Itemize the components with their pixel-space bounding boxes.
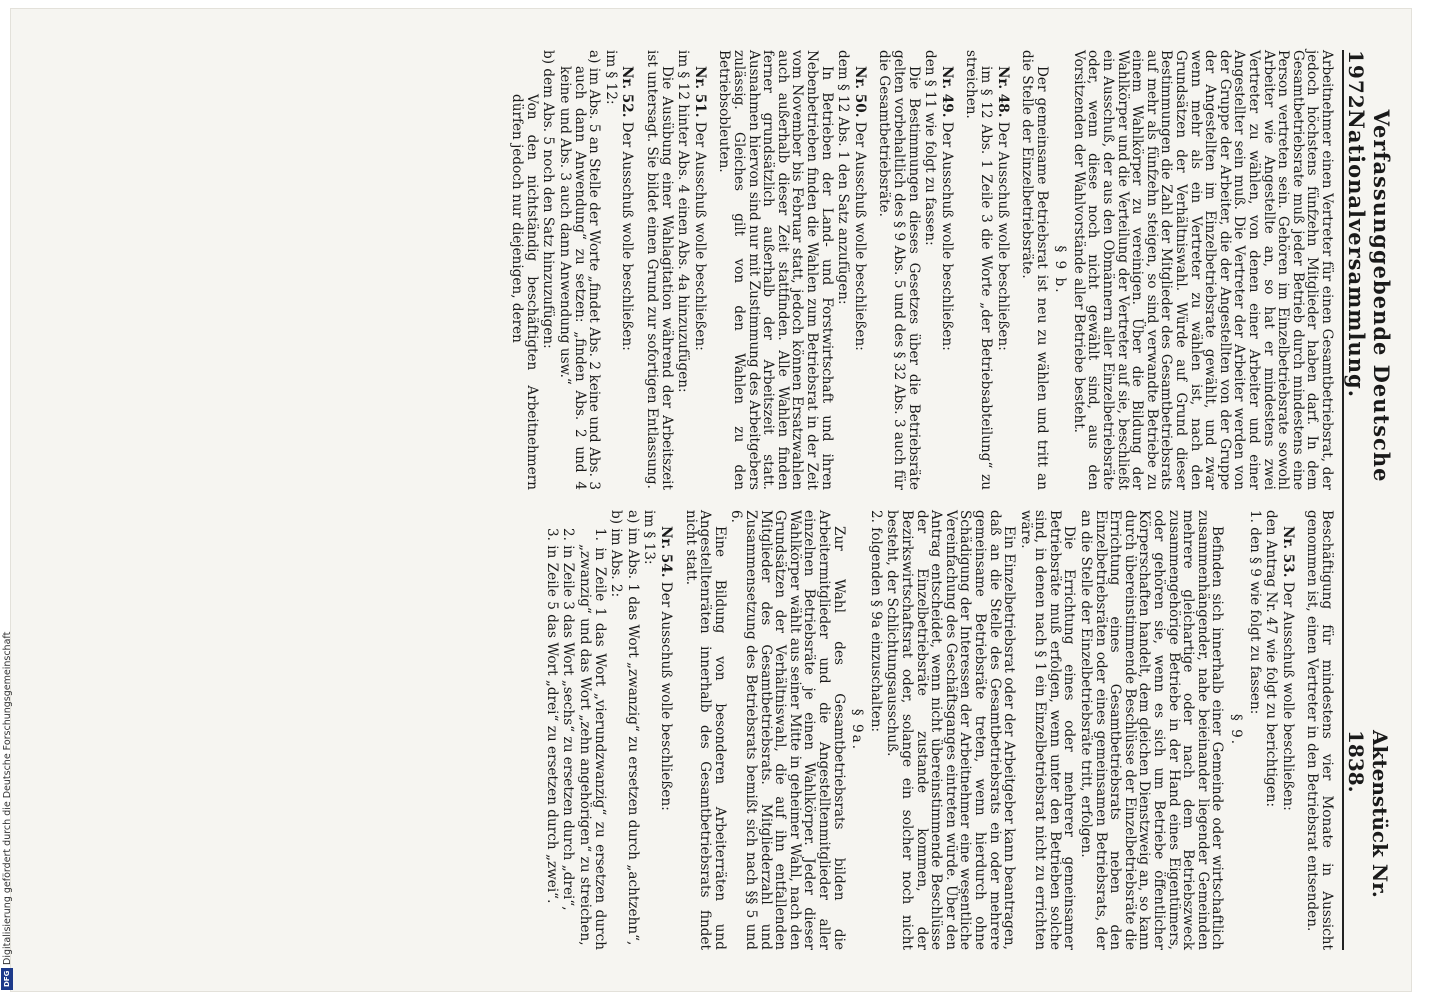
section-heading: § 9 b.: [1052, 245, 1069, 295]
motion-number: Nr. 51.: [691, 66, 708, 118]
left-text-column: [508, 50, 1334, 490]
spacer: [1010, 50, 1018, 490]
paragraph: Von den nichtständig beschäftigten Arbeitnehmern dürfen jedoch nur diejenigen, deren: [509, 94, 540, 490]
paragraph: In Betrieben der Land- und Forstwirtschaft und ihren Nebenbetrieben finden die Wahlen zum Betriebsrat in der Zeit vom November bis Februar statt, jedoch können Ersatzwahlen auch außerhalb dieser Zeit stattfinden. Alle Wahlen finden ferner grundsätzlich außerhalb der Arbeitszeit statt. Ausnahmen hiervon sind nur mit Zustimmung des Arbeitgebers zulässig. Gleiches gilt von den Wahlen zu den Betriebsobleuten.: [716, 50, 835, 490]
paragraph: Die Bestimmungen dieses Gesetzes über die Betriebsräte gelten vorbehaltlich des § 9 Abs. 5 und des § 32 Abs. 3 auch für die Gesamtbetriebsräte.: [876, 50, 922, 490]
motion-number: Nr. 50.: [851, 66, 868, 118]
motion-text: Der Ausschuß wolle beschließen:: [619, 117, 636, 351]
motion-number: Nr. 52.: [619, 66, 636, 118]
paragraph: 2. in Zeile 3 das Wort „sechs“ zu ersetzen durch „drei“,: [560, 528, 577, 911]
spacer: [707, 50, 715, 490]
page-header: [1342, 50, 1394, 950]
spacer: [867, 50, 875, 490]
motion-paragraph: [692, 50, 707, 490]
paragraph: b) dem Abs. 5 noch den Satz hinzuzufügen:: [540, 50, 557, 349]
section-heading: § 9.: [1228, 713, 1245, 747]
dfg-logo: DFG: [1, 968, 13, 990]
paragraph: den § 11 wie folgt zu fassen:: [922, 50, 939, 246]
paragraph: Die Ausübung einer Wahlagitation während der Arbeitszeit ist untersagt. Sie bildet einen Grund zur sofortigen Entlassung.: [644, 50, 675, 490]
paragraph: dem § 12 Abs. 1 den Satz anzufügen:: [835, 50, 852, 305]
motion-number: Nr. 54.: [658, 526, 675, 578]
paragraph: den Antrag Nr. 47 wie folgt zu berichtigen:: [1263, 510, 1280, 808]
motion-paragraph: [995, 50, 1010, 490]
paragraph: 1. in Zeile 1 das Wort „vierundzwanzig“ zu ersetzen durch „zwanzig“ und das Wort „zehn angehörigen“ zu streichen,: [577, 528, 608, 950]
page-number: 1972: [1344, 50, 1368, 110]
motion-number: Nr. 48.: [994, 66, 1011, 118]
motion-text: Der Ausschuß wolle beschließen:: [1279, 577, 1296, 811]
spacer: [634, 50, 642, 490]
paragraph: Eine Bildung von besonderen Arbeiterräten und Angestelltenräten innerhalb des Gesamtbetriebsrats findet nicht statt.: [682, 510, 728, 950]
paragraph: Die Errichtung eines oder mehrerer gemeinsamer Betriebsräte muß erfolgen, wenn unter den Betrieben solche sind, in denen nach § 1 ein Einzelbetriebsrat nicht zu errichten wäre.: [1017, 510, 1078, 950]
paragraph: Ein Einzelbetriebsrat oder der Arbeitgeber kann beantragen, daß an die Stelle des Gesamtbetriebsrats ein oder mehrere gemeinsame Betriebsräte treten, wenn hierdurch ohne Schädigung der Interessen der Arbeitnehmer eine wesentliche Vereinfachung des Geschäftsganges eintreten würde. Über den Antrag entscheidet, wenn nicht übereinstimmende Beschlüsse der Einzelbetriebsräte zustande kommen, der Bezirkswirtschaftsrat oder, solange ein solcher noch nicht besteht, der Schlichtungsausschuß.: [884, 510, 1018, 950]
paragraph: im § 12 hinter Abs. 4 einen Abs. 4a hinzuzufügen:: [675, 50, 692, 393]
motion-number: Nr. 53.: [1279, 526, 1296, 578]
digitization-credit: Digitalisierung gefördert durch die Deutsche Forschungsgemeinschaft: [2, 631, 13, 965]
motion-paragraph: [852, 50, 867, 490]
paragraph: Beschäftigung für mindestens vier Monate in Aussicht genommen ist, einen Vertreter in den Betriebsrat entsenden.: [1304, 510, 1335, 950]
motion-paragraph: [1280, 510, 1295, 950]
scanned-page: [10, 8, 1412, 992]
paragraph: a) im Abs. 5 an Stelle der Worte „findet Abs. 2 keine und Abs. 3 auch dann Anwendung“ zu setzen: „finden Abs. 2 und 4 keine und Abs. 3 auch dann Anwendung usw.“: [557, 50, 603, 490]
motion-paragraph: [620, 50, 635, 490]
paragraph: Befinden sich innerhalb einer Gemeinde oder wirtschaftlich zusammenhängender, nahe beieinander liegender Gemeinden mehrere gleichartige oder nach dem Betriebszweck zusammengehörige Betriebe in der Hand eines Eigentümers, oder gehören sie, wenn es sich um Betriebe öffentlicher Körperschaften handelt, dem gleichen Dienstzweig an, so kann durch übereinstimmende Beschlüsse der Einzelbetriebsräte die Errichtung eines Gesamtbetriebsrats neben den Einzelbetriebsräten oder eines gemeinsamen Betriebsrats, der an die Stelle der Einzelbetriebsräte tritt, erfolgen.: [1078, 510, 1226, 950]
running-title: Verfassunggebende Deutsche Nationalversammlung.: [1344, 109, 1394, 483]
motion-number: Nr. 49.: [938, 66, 955, 118]
paragraph: im § 12 Abs. 1 Zeile 3 die Worte „der Betriebsabteilung“ zu streichen.: [963, 50, 994, 490]
motion-text: Der Ausschuß wolle beschließen:: [658, 577, 675, 811]
section-heading: § 9a.: [849, 708, 866, 752]
motion-text: Der Ausschuß wolle beschließen:: [691, 117, 708, 351]
spacer: [673, 510, 681, 950]
paragraph: Arbeitnehmer einen Vertreter für einen Gesamtbetriebsrat, der jedoch höchstens fünfzehn Mitglieder haben darf. In dem Gesamtbetriebsrate muß jeder Betrieb durch mindestens eine Person vertreten sein. Gehören im Einzelbetriebsrate sowohl Arbeiter wie Angestellte an, so hat er mindestens zwei Vertreter zu wählen, von denen einer Arbeiter und einer Angestellter sein muß. Die Vertreter der Arbeiter werden von der Gruppe der Arbeiter, die der Angestellten von der Gruppe der Angestellten im Einzelbetriebsrate gewählt, und zwar wenn mehr als ein Vertreter zu wählen ist, nach den Grundsätzen der Verhältniswahl. Würde auf Grund dieser Bestimmungen die Zahl der Mitglieder des Gesamtbetriebsrats auf mehr als fünfzehn steigen, so sind verwandte Betriebe zu einem Wahlkörper zu vereinigen. Über die Bildung der Wahlkörper und die Verteilung der Vertreter auf sie, beschließt ein Ausschuß, der aus den Obmännern aller Einzelbetriebsräte oder, wenn diese noch nicht gewählt sind, aus den Vorsitzenden der Wahlvorstände aller Betriebe besteht.: [1070, 50, 1335, 490]
paragraph: im § 12:: [602, 50, 619, 105]
document-number: Aktenstück Nr. 1838.: [1344, 729, 1392, 898]
paragraph: im § 13:: [641, 510, 658, 565]
paragraph: Zur Wahl des Gesamtbetriebsrats bilden die Arbeitermitglieder und die Angestelltenmitglieder aller einzelnen Betriebsräte je einen Wahlkörper. Jeder dieser Wahlkörper wählt aus seiner Mitte in geheimer Wahl, nach den Grundsätzen der Verhältniswahl, die auf ihn entfallenden Mitglieder des Gesamtbetriebsrats. Mitgliederzahl und Zusammensetzung des Betriebsrats bemißt sich nach §§ 5 und 6.: [728, 510, 847, 950]
paragraph: b) im Abs. 2:: [608, 510, 625, 598]
paragraph: Der gemeinsame Betriebsrat ist neu zu wählen und tritt an die Stelle der Einzelbetriebsräte.: [1019, 50, 1050, 490]
spacer: [1295, 510, 1303, 950]
motion-paragraph: [658, 510, 673, 950]
motion-text: Der Ausschuß wolle beschließen:: [851, 117, 868, 351]
motion-text: Der Ausschuß wolle beschließen:: [994, 117, 1011, 351]
paragraph: 3. in Zeile 5 das Wort „drei“ zu ersetzen durch „zwei“.: [543, 528, 560, 904]
rotated-page-content: [14, 8, 1412, 992]
paragraph: 2. folgenden § 9a einzuschalten:: [867, 510, 884, 733]
motion-text: Der Ausschuß wolle beschließen:: [938, 117, 955, 351]
paragraph: a) im Abs. 1 das Wort „zwanzig“ zu ersetzen durch „achtzehn“,: [624, 510, 641, 946]
motion-paragraph: [939, 50, 954, 490]
right-text-column: [542, 510, 1334, 950]
spacer: [954, 50, 962, 490]
paragraph: 1. den § 9 wie folgt zu fassen:: [1246, 510, 1263, 715]
